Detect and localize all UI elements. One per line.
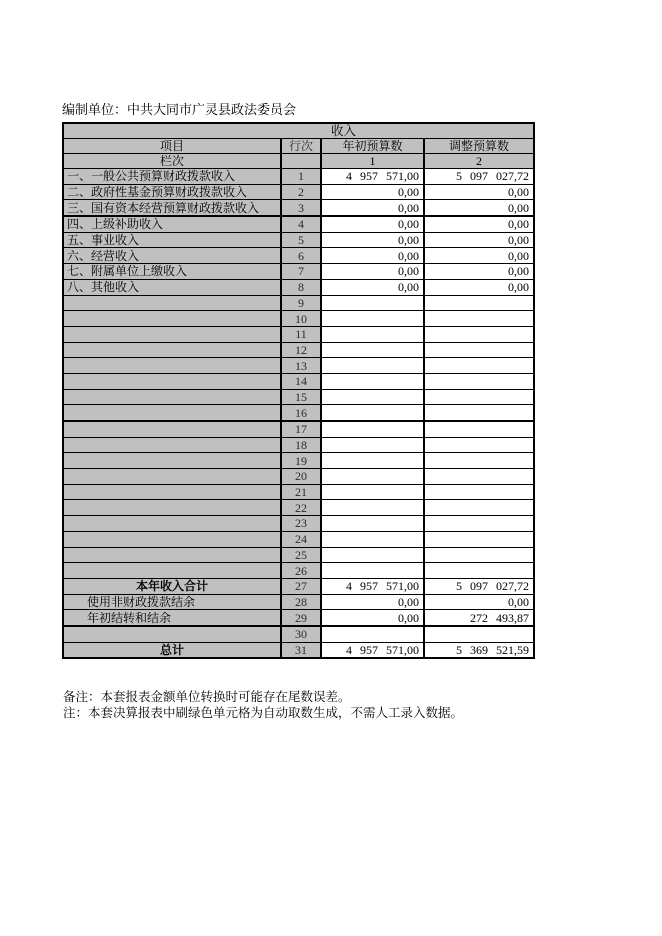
index-row-label: 栏次 bbox=[63, 154, 281, 169]
table-row bbox=[63, 421, 534, 437]
cell-initial-budget: 4 957 571,00 bbox=[321, 169, 424, 185]
cell-adjusted-budget: 0,00 bbox=[424, 216, 534, 232]
cell-item-label bbox=[63, 469, 281, 485]
cell-adjusted-budget: 0,00 bbox=[424, 264, 534, 280]
col-header-adjusted-budget: 调整预算数 bbox=[424, 139, 534, 154]
cell-initial-budget: 4 957 571,00 bbox=[321, 578, 424, 594]
col-header-item: 项目 bbox=[63, 139, 281, 154]
cell-initial-budget bbox=[321, 311, 424, 327]
table-row bbox=[63, 216, 534, 232]
cell-adjusted-budget bbox=[424, 626, 534, 642]
table-row bbox=[63, 326, 534, 342]
table-row bbox=[63, 610, 534, 626]
index-col-1: 1 bbox=[321, 154, 424, 169]
table-row bbox=[63, 563, 534, 579]
cell-initial-budget bbox=[321, 421, 424, 437]
cell-initial-budget bbox=[321, 484, 424, 500]
cell-initial-budget bbox=[321, 437, 424, 453]
cell-adjusted-budget: 0,00 bbox=[424, 232, 534, 248]
table-row bbox=[63, 453, 534, 469]
cell-item-label bbox=[63, 311, 281, 327]
cell-initial-budget: 0,00 bbox=[321, 264, 424, 280]
cell-adjusted-budget: 0,00 bbox=[424, 200, 534, 216]
table-title: 收入 bbox=[63, 123, 534, 139]
cell-row-number: 21 bbox=[281, 484, 321, 500]
table-row bbox=[63, 405, 534, 421]
cell-adjusted-budget: 272 493,87 bbox=[424, 610, 534, 626]
cell-adjusted-budget bbox=[424, 500, 534, 516]
cell-item-label bbox=[63, 437, 281, 453]
cell-row-number: 30 bbox=[281, 626, 321, 642]
cell-row-number: 20 bbox=[281, 469, 321, 485]
cell-adjusted-budget: 0,00 bbox=[424, 248, 534, 264]
table-row bbox=[63, 594, 534, 610]
table-row bbox=[63, 547, 534, 563]
cell-item-label bbox=[63, 484, 281, 500]
cell-adjusted-budget bbox=[424, 295, 534, 311]
cell-adjusted-budget bbox=[424, 311, 534, 327]
cell-row-number: 26 bbox=[281, 563, 321, 579]
cell-initial-budget: 0,00 bbox=[321, 248, 424, 264]
cell-item-label: 四、上级补助收入 bbox=[63, 216, 281, 232]
table-row bbox=[63, 342, 534, 358]
cell-row-number: 28 bbox=[281, 594, 321, 610]
cell-item-label bbox=[63, 500, 281, 516]
cell-item-label: 一、一般公共预算财政拨款收入 bbox=[63, 169, 281, 185]
cell-item-label bbox=[63, 326, 281, 342]
cell-item-label: 年初结转和结余 bbox=[63, 610, 281, 626]
cell-item-label: 七、附属单位上缴收入 bbox=[63, 264, 281, 280]
cell-initial-budget: 0,00 bbox=[321, 200, 424, 216]
cell-row-number: 6 bbox=[281, 248, 321, 264]
cell-row-number: 13 bbox=[281, 358, 321, 374]
cell-row-number: 17 bbox=[281, 421, 321, 437]
cell-initial-budget: 0,00 bbox=[321, 279, 424, 295]
table-row bbox=[63, 516, 534, 532]
footer-note-remark: 备注：本套报表金额单位转换时可能存在尾数误差。 bbox=[63, 690, 351, 704]
cell-adjusted-budget bbox=[424, 373, 534, 389]
col-header-row-no: 行次 bbox=[281, 139, 321, 154]
cell-adjusted-budget: 5 369 521,59 bbox=[424, 642, 534, 658]
cell-initial-budget: 4 957 571,00 bbox=[321, 642, 424, 658]
cell-initial-budget bbox=[321, 373, 424, 389]
cell-initial-budget bbox=[321, 531, 424, 547]
table-title-row bbox=[63, 123, 534, 139]
cell-initial-budget bbox=[321, 563, 424, 579]
cell-item-label: 总计 bbox=[63, 642, 281, 658]
cell-row-number: 16 bbox=[281, 405, 321, 421]
cell-adjusted-budget: 5 097 027,72 bbox=[424, 169, 534, 185]
cell-adjusted-budget bbox=[424, 469, 534, 485]
cell-item-label bbox=[63, 516, 281, 532]
cell-row-number: 27 bbox=[281, 578, 321, 594]
cell-adjusted-budget bbox=[424, 358, 534, 374]
cell-row-number: 8 bbox=[281, 279, 321, 295]
table-row bbox=[63, 184, 534, 200]
cell-adjusted-budget bbox=[424, 421, 534, 437]
table-row bbox=[63, 437, 534, 453]
table-row bbox=[63, 531, 534, 547]
cell-item-label bbox=[63, 405, 281, 421]
report-unit-title: 编制单位：中共大同市广灵县政法委员会 bbox=[62, 102, 297, 117]
cell-adjusted-budget bbox=[424, 437, 534, 453]
cell-row-number: 31 bbox=[281, 642, 321, 658]
cell-item-label bbox=[63, 453, 281, 469]
cell-initial-budget bbox=[321, 326, 424, 342]
cell-item-label bbox=[63, 626, 281, 642]
cell-row-number: 23 bbox=[281, 516, 321, 532]
cell-adjusted-budget bbox=[424, 563, 534, 579]
index-row-blank bbox=[281, 154, 321, 169]
cell-item-label bbox=[63, 421, 281, 437]
cell-initial-budget bbox=[321, 516, 424, 532]
income-table-body bbox=[63, 169, 534, 659]
table-row bbox=[63, 295, 534, 311]
column-header-row bbox=[63, 139, 534, 154]
cell-row-number: 12 bbox=[281, 342, 321, 358]
cell-adjusted-budget bbox=[424, 516, 534, 532]
col-header-initial-budget: 年初预算数 bbox=[321, 139, 424, 154]
cell-item-label: 本年收入合计 bbox=[63, 578, 281, 594]
cell-adjusted-budget bbox=[424, 453, 534, 469]
cell-row-number: 2 bbox=[281, 184, 321, 200]
cell-initial-budget bbox=[321, 626, 424, 642]
column-index-row bbox=[63, 154, 534, 169]
table-row bbox=[63, 642, 534, 658]
cell-row-number: 1 bbox=[281, 169, 321, 185]
cell-item-label: 八、其他收入 bbox=[63, 279, 281, 295]
cell-row-number: 14 bbox=[281, 373, 321, 389]
cell-initial-budget bbox=[321, 295, 424, 311]
footer-notes bbox=[63, 689, 463, 721]
cell-row-number: 15 bbox=[281, 389, 321, 405]
cell-initial-budget bbox=[321, 342, 424, 358]
cell-initial-budget bbox=[321, 453, 424, 469]
income-table-header bbox=[63, 123, 534, 169]
cell-initial-budget: 0,00 bbox=[321, 216, 424, 232]
cell-initial-budget bbox=[321, 547, 424, 563]
table-row bbox=[63, 232, 534, 248]
cell-row-number: 3 bbox=[281, 200, 321, 216]
table-row bbox=[63, 484, 534, 500]
cell-row-number: 24 bbox=[281, 531, 321, 547]
cell-row-number: 9 bbox=[281, 295, 321, 311]
cell-row-number: 5 bbox=[281, 232, 321, 248]
cell-row-number: 10 bbox=[281, 311, 321, 327]
cell-adjusted-budget bbox=[424, 531, 534, 547]
cell-adjusted-budget: 5 097 027,72 bbox=[424, 578, 534, 594]
cell-item-label bbox=[63, 531, 281, 547]
cell-adjusted-budget: 0,00 bbox=[424, 279, 534, 295]
index-col-2: 2 bbox=[424, 154, 534, 169]
cell-adjusted-budget bbox=[424, 484, 534, 500]
cell-row-number: 11 bbox=[281, 326, 321, 342]
table-row bbox=[63, 248, 534, 264]
cell-item-label: 使用非财政拨款结余 bbox=[63, 594, 281, 610]
cell-item-label bbox=[63, 547, 281, 563]
cell-item-label bbox=[63, 358, 281, 374]
cell-item-label: 六、经营收入 bbox=[63, 248, 281, 264]
cell-initial-budget bbox=[321, 405, 424, 421]
cell-item-label bbox=[63, 342, 281, 358]
cell-item-label bbox=[63, 295, 281, 311]
cell-initial-budget: 0,00 bbox=[321, 184, 424, 200]
table-row bbox=[63, 311, 534, 327]
table-row bbox=[63, 578, 534, 594]
cell-initial-budget bbox=[321, 500, 424, 516]
cell-adjusted-budget bbox=[424, 405, 534, 421]
cell-item-label bbox=[63, 563, 281, 579]
table-row bbox=[63, 373, 534, 389]
cell-item-label: 三、国有资本经营预算财政拨款收入 bbox=[63, 200, 281, 216]
cell-adjusted-budget: 0,00 bbox=[424, 594, 534, 610]
cell-initial-budget: 0,00 bbox=[321, 232, 424, 248]
cell-initial-budget: 0,00 bbox=[321, 594, 424, 610]
cell-adjusted-budget bbox=[424, 389, 534, 405]
cell-row-number: 19 bbox=[281, 453, 321, 469]
cell-row-number: 22 bbox=[281, 500, 321, 516]
cell-item-label: 五、事业收入 bbox=[63, 232, 281, 248]
cell-item-label: 二、政府性基金预算财政拨款收入 bbox=[63, 184, 281, 200]
cell-initial-budget bbox=[321, 358, 424, 374]
table-row bbox=[63, 469, 534, 485]
income-table bbox=[62, 122, 535, 659]
cell-row-number: 25 bbox=[281, 547, 321, 563]
cell-item-label bbox=[63, 389, 281, 405]
table-row bbox=[63, 264, 534, 280]
cell-initial-budget bbox=[321, 389, 424, 405]
cell-row-number: 18 bbox=[281, 437, 321, 453]
cell-initial-budget: 0,00 bbox=[321, 610, 424, 626]
table-row bbox=[63, 279, 534, 295]
table-row bbox=[63, 200, 534, 216]
footer-note-auto: 注：本套决算报表中刷绿色单元格为自动取数生成，不需人工录入数据。 bbox=[63, 706, 464, 720]
cell-item-label bbox=[63, 373, 281, 389]
cell-adjusted-budget bbox=[424, 342, 534, 358]
cell-row-number: 29 bbox=[281, 610, 321, 626]
cell-row-number: 4 bbox=[281, 216, 321, 232]
cell-row-number: 7 bbox=[281, 264, 321, 280]
cell-initial-budget bbox=[321, 469, 424, 485]
cell-adjusted-budget bbox=[424, 326, 534, 342]
table-row bbox=[63, 169, 534, 185]
table-row bbox=[63, 358, 534, 374]
table-row bbox=[63, 626, 534, 642]
table-row bbox=[63, 500, 534, 516]
cell-adjusted-budget: 0,00 bbox=[424, 184, 534, 200]
table-row bbox=[63, 389, 534, 405]
cell-adjusted-budget bbox=[424, 547, 534, 563]
